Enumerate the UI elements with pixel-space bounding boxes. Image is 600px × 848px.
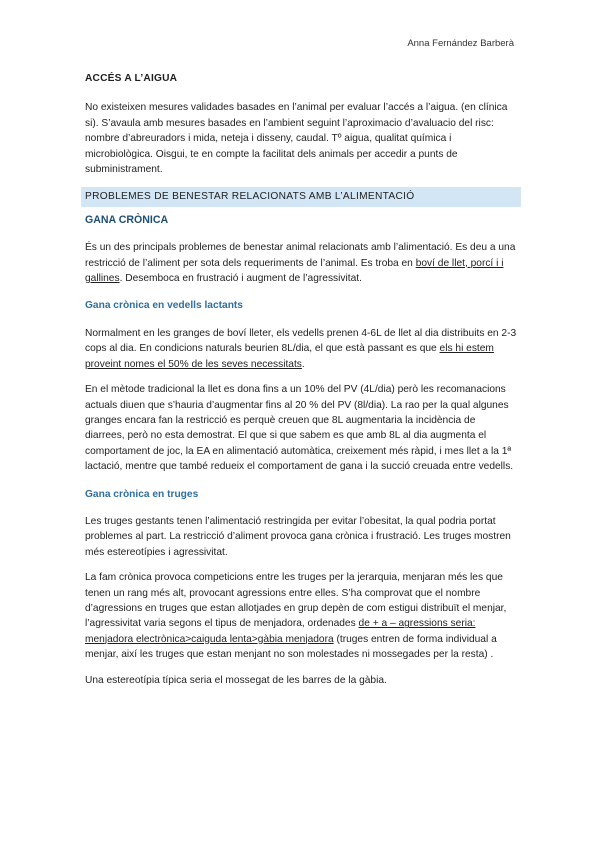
heading-gana-vedells: Gana crònica en vedells lactants: [85, 300, 243, 312]
text-run: (truges entren de forma individual a menjar, així les truges que estan menjant no son molestades ni mossegades per la resta) .: [85, 633, 497, 661]
paragraph-vedells-1: [85, 326, 517, 372]
paragraph-truges-1: Les truges gestants tenen l’alimentació restringida per evitar l’obesitat, la qual podria portat problemes al part. La restricció d’aliment provoca gana crònica i frustració. Les truges mostren més estereotípies i agressivitat.: [85, 515, 511, 558]
underlined-text: de + a – agressions seria: menjadora electrònica>caiguda lenta>gàbia menjadora: [85, 618, 476, 645]
underlined-text: els hi estem proveint nomes el 50% de les seves necessitats: [85, 343, 494, 370]
paragraph-acces-aigua: No existeixen mesures validades basades en l’animal per evaluar l’accés a l’aigua. (en clínica si). S’avaula amb mesures basades en l’ambient seguint l’aproximacio d’avaluacio del risc: nombre d’abreuradors i mida, neteja i disseny, caudal. Tº aigua, qualitat química i microbiològica. Oisgui, te en compte la facilitat dels animals per accedir a punts de subministrament.: [85, 102, 508, 176]
section-title-acces-aigua: ACCÉS A L’AIGUA: [85, 73, 178, 84]
paragraph-truges-3: Una estereotípia típica seria el mossegat de les barres de la gàbia.: [85, 674, 387, 686]
section-band-benestar-alimentacio: PROBLEMES DE BENESTAR RELACIONATS AMB L’ALIMENTACIÓ: [81, 187, 521, 206]
paragraph-truges-2: [85, 570, 517, 662]
paragraph-vedells-2: En el mètode tradicional la llet es dona fins a un 10% del PV (4L/dia) però les recomanacions actuals diuen que s’hauria d’augmentar fins al 20 % del PV (8l/dia). La rao per la qual algunes granges encara fan la restricció es perquè creuen que 8L augmentaria la incidència de diarrees, però no esta demostrat. El que si que sabem es que amb 8L al dia augmenta el comportament de joc, la EA en alimentació automàtica, creixement més ràpid, i mes llet a la 1ª lactació, mentre que també redueix el comportament de gana i la succió creuada entre vedells.: [85, 384, 514, 473]
heading-gana-truges: Gana crònica en truges: [85, 488, 199, 500]
heading-gana-cronica: GANA CRÒNICA: [85, 213, 169, 226]
document-content: [85, 71, 517, 698]
author-header: Anna Fernández Barberà: [407, 38, 514, 49]
text-run: .: [301, 358, 305, 370]
underlined-text: boví de llet, porcí i i gallines: [85, 257, 504, 285]
text-run: Normalment en les granges de boví lleter, els vedells prenen 4-6L de llet al dia distribuits en 2-3 cops al dia. En condicions naturals beurien 8L/dia, el que està passant es que: [85, 327, 517, 355]
text-run: La fam crònica provoca competicions entre les truges per la jerarquia, menjaran més les que tenen un rang més alt, provocant agressions entre elles. S’ha comprovat que el nombre d’agressions en truges que estan allotjades en grup depèn de com estigui distribuït el menjar, l’agressivitat varia segons el tipus de menjadora, ordenades: [85, 572, 507, 630]
text-run: . Desemboca en frustració i augment de l’agressivitat.: [119, 273, 362, 285]
paragraph-gana-cronica: [85, 240, 517, 286]
text-run: És un des principals problemes de benestar animal relacionats amb l’alimentació. Es deu a una restricció de l’aliment per sota dels requeriments de l’animal. Es troba en: [85, 242, 516, 269]
